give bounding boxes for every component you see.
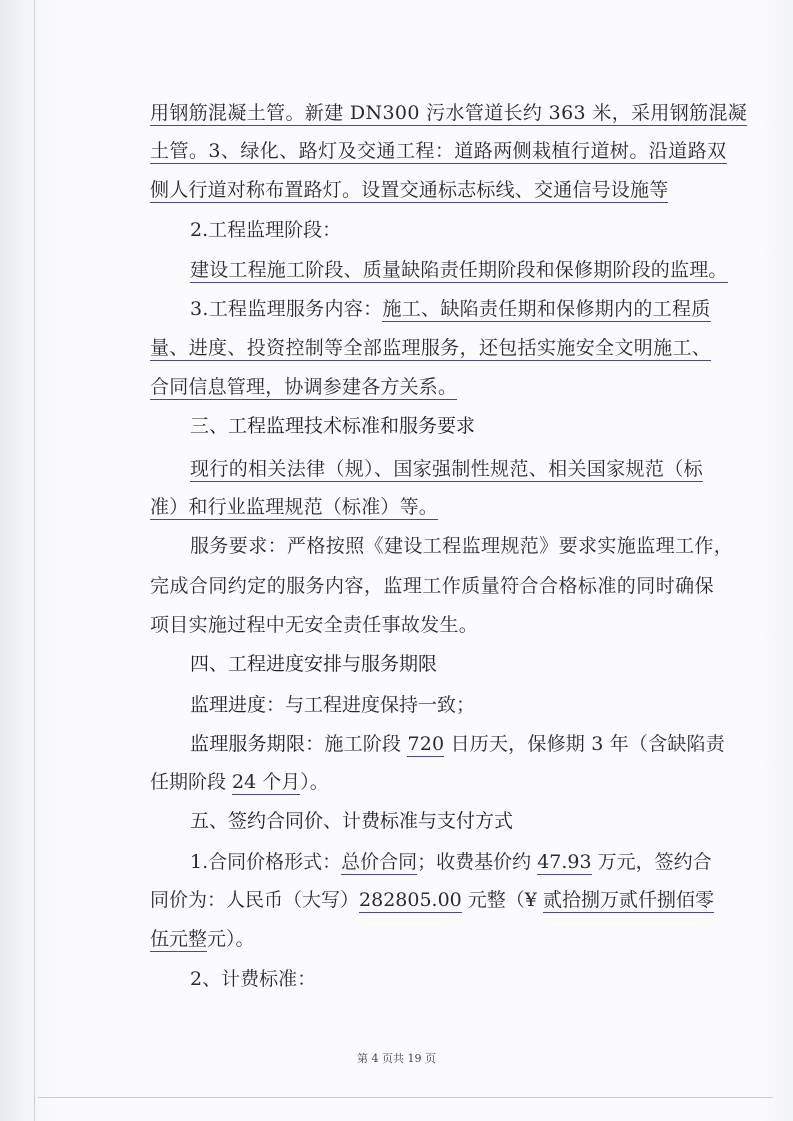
section-label: 2、计费标准： (190, 968, 317, 990)
section-heading-3 (190, 409, 475, 443)
paragraph-line-9 (190, 452, 703, 486)
field-value: 施工、缺陷责任期和保修期内的工程质 (382, 298, 711, 320)
field-label: 3.工程监理服务内容： (190, 298, 383, 320)
paragraph-line-4 (190, 213, 341, 247)
section-heading-4 (190, 647, 437, 681)
paragraph-line-19 (150, 922, 255, 956)
text: ；收费基价约 (417, 851, 538, 873)
text-underlined: 合同信息管理，协调参建各方关系。 (150, 376, 458, 398)
field-label: 监理进度： (190, 694, 286, 716)
text: 同价为：人民币（大写） (150, 889, 360, 911)
paragraph-line-20 (190, 962, 316, 996)
paragraph-line-7 (150, 331, 711, 365)
paragraph-line-17 (190, 845, 712, 879)
page-number: 第 4 页共 19 页 (357, 1052, 436, 1065)
paragraph-line-10 (150, 490, 438, 524)
paragraph-line-8 (150, 370, 457, 404)
text-underlined: 准）和行业监理规范（标准）等。 (150, 496, 439, 518)
heading-text: 五、签约合同价、计费标准与支付方式 (190, 810, 514, 832)
section-heading-5 (190, 804, 513, 838)
text-underlined: 量、进度、投资控制等全部监理服务，还包括实施安全文明施工、 (150, 337, 712, 359)
heading-text: 四、工程进度安排与服务期限 (190, 653, 438, 675)
paragraph-line-12 (150, 569, 714, 603)
paragraph-line-14 (190, 688, 475, 722)
field-value: 总价合同 (341, 851, 418, 873)
paragraph-line-18 (150, 883, 714, 917)
paragraph-line-16 (150, 765, 329, 799)
text-underlined: 土管。3、绿化、路灯及交通工程：道路两侧栽植行道树。沿道路双 (150, 140, 727, 162)
section-label: 2.工程监理阶段： (190, 219, 342, 241)
paragraph-line-2 (150, 134, 727, 168)
field-label: 监理服务期限： (190, 733, 325, 755)
text-underlined: 现行的相关法律（规）、国家强制性规范、相关国家规范（标 (190, 458, 703, 480)
field-value: 720 (407, 733, 445, 755)
paragraph-line-5 (190, 253, 728, 287)
field-label: 1.合同价格形式： (190, 851, 342, 873)
text: 施工阶段 (324, 733, 408, 755)
text: ）。 (300, 771, 329, 793)
text-underlined: 侧人行道对称布置路灯。设置交通标志标线、交通信号设施等 (150, 179, 669, 201)
text: 服务要求：严格按照《建设工程监理规范》要求实施监理工作， (190, 535, 734, 557)
text-underlined: 建设工程施工阶段、质量缺陷责任期阶段和保修期阶段的监理。 (190, 259, 728, 281)
text: 完成合同约定的服务内容，监理工作质量符合合格标准的同时确保 (150, 575, 715, 597)
scan-bottom-line (38, 1097, 773, 1098)
text: 元整（¥ (461, 889, 543, 911)
text-underlined: 用钢筋混凝土管。新建 DN300 污水管道长约 363 米，采用钢筋混凝 (150, 102, 748, 124)
field-value: 282805.00 (359, 889, 462, 911)
text: 任期阶段 (150, 771, 233, 793)
field-value: 47.93 (537, 851, 592, 873)
paragraph-line-1 (150, 96, 747, 130)
paragraph-line-15 (190, 727, 725, 761)
text: 日历天，保修期 3 年（含缺陷责 (444, 733, 725, 755)
scan-edge-line (34, 0, 35, 1121)
field-value: 24 个月 (232, 771, 301, 793)
text: 元）。 (207, 928, 255, 950)
paragraph-line-11 (190, 529, 733, 563)
text: 项目实施过程中无安全责任事故发生。 (150, 614, 479, 636)
paragraph-line-3 (150, 173, 668, 207)
field-value: 贰拾捌万贰仟捌佰零 (542, 889, 714, 911)
paragraph-line-13 (150, 608, 478, 642)
heading-text: 三、工程监理技术标准和服务要求 (190, 415, 476, 437)
paragraph-line-6 (190, 292, 711, 326)
text: 万元，签约合 (591, 851, 712, 873)
field-value: 伍元整 (150, 928, 208, 950)
field-value: 与工程进度保持一致； (285, 694, 476, 716)
